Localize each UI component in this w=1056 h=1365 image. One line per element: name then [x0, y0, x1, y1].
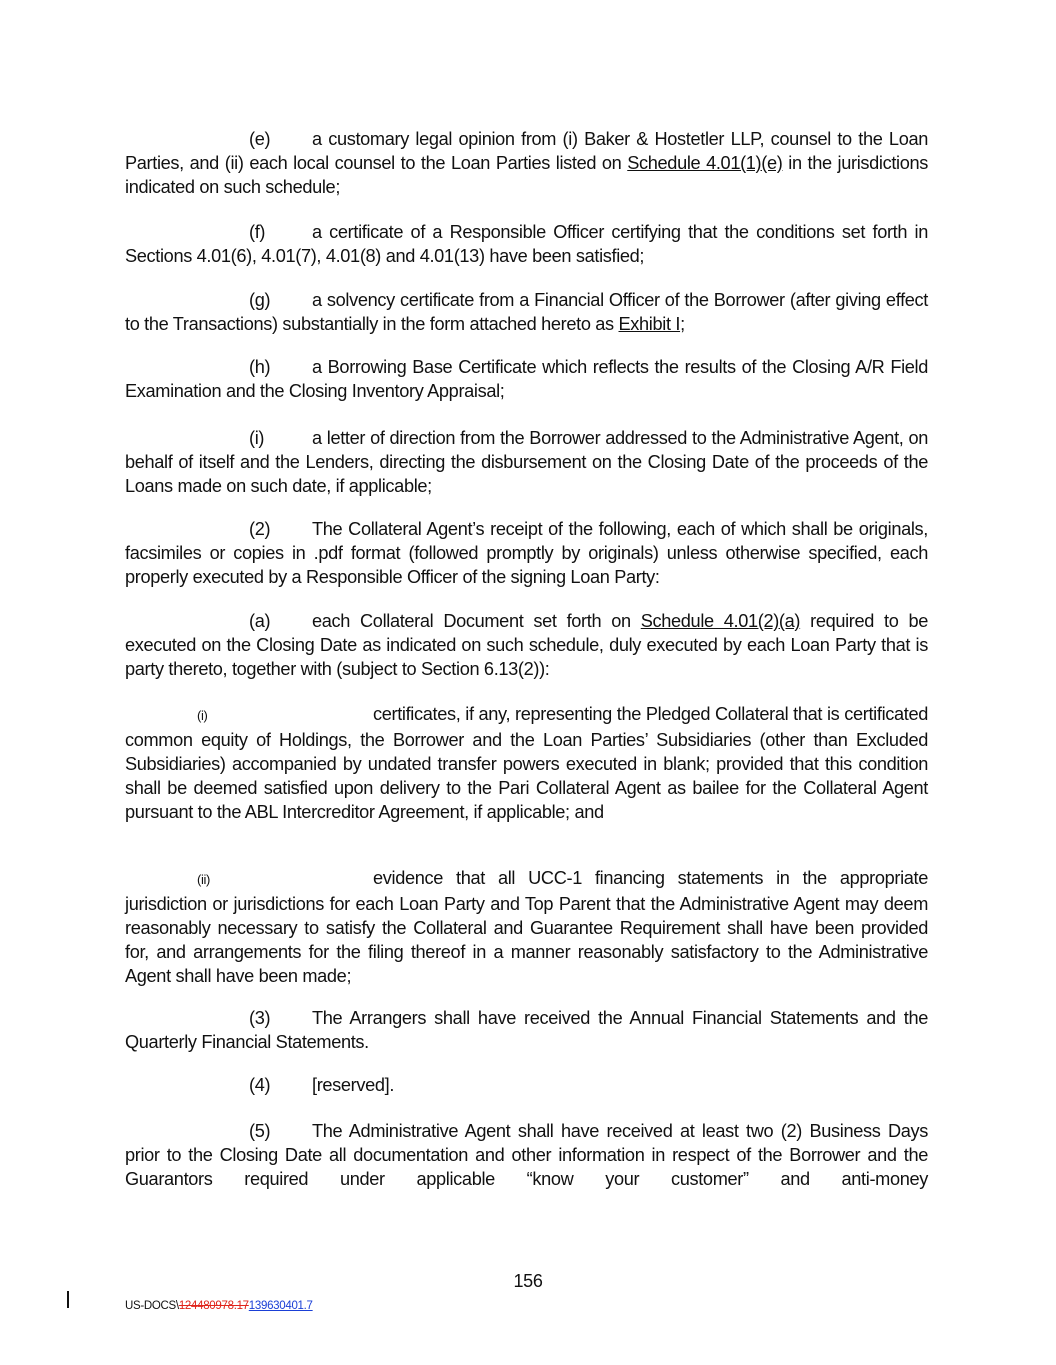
paragraph-text: The Arrangers shall have received the Annual Financial Statements and the Quarterly Financial Statements. — [125, 1008, 928, 1052]
paragraph-text: in the jurisdictions indicated on such schedule; — [125, 153, 928, 197]
paragraph-label: (2) — [249, 519, 271, 539]
paragraph-label: (4) — [249, 1075, 271, 1095]
cross-reference: Schedule 4.01(1)(e) — [627, 153, 783, 173]
paragraph-text: evidence that all UCC-1 financing statements in the appropriate jurisdiction or jurisdictions for each Loan Party and Top Parent that the Administrative Agent may deem reasonably necessary to satisfy the Collateral and Guarantee Requirement shall have been provided for, and arrangements for the filing thereof in a manner reasonably satisfactory to the Administrative Agent shall have been made; — [125, 868, 928, 986]
paragraph — [125, 127, 928, 199]
paragraph-text: a customary legal opinion from (i) Baker & Hostetler LLP, counsel to the Loan Parties, and (ii) each local counsel to the Loan Parties listed on — [125, 129, 928, 173]
paragraph-label: (3) — [249, 1008, 271, 1028]
paragraph — [125, 1073, 928, 1097]
paragraph-text: required to be executed on the Closing Date as indicated on such schedule, duly executed by each Loan Party that is party thereto, together with (subject to Section 6.13(2)): — [125, 611, 928, 679]
paragraph — [125, 1006, 928, 1054]
paragraph-label: (f) — [249, 222, 266, 242]
footer-inserted-id: 139630401.7 — [248, 1300, 313, 1312]
paragraph — [125, 517, 928, 589]
paragraph-label: (5) — [249, 1121, 271, 1141]
paragraph-label: (i) — [197, 708, 208, 723]
paragraph-text: The Administrative Agent shall have received at least two (2) Business Days prior to the Closing Date all documentation and other information in respect of the Borrower and the Guarantors required under applicable “know your customer” and anti-money — [125, 1121, 928, 1189]
cross-reference: Exhibit I — [618, 314, 681, 334]
paragraph-text: [reserved]. — [312, 1075, 395, 1095]
paragraph-label: (g) — [249, 290, 271, 310]
paragraph-text: ; — [680, 314, 685, 334]
paragraph — [125, 288, 928, 336]
paragraph — [125, 426, 928, 498]
paragraph — [125, 609, 928, 681]
paragraph-label: (i) — [249, 428, 265, 448]
paragraph — [125, 355, 928, 403]
page-number: 156 — [513, 1271, 543, 1291]
paragraph-text: The Collateral Agent’s receipt of the following, each of which shall be originals, facsimiles or copies in .pdf format (followed promptly by originals) unless otherwise specified, each properly executed by a Responsible Officer of the signing Loan Party: — [125, 519, 928, 587]
paragraph-text: a Borrowing Base Certificate which reflects the results of the Closing A/R Field Examination and the Closing Inventory Appraisal; — [125, 357, 928, 401]
paragraph — [125, 866, 928, 988]
change-bar — [67, 1291, 69, 1308]
paragraph-text: a letter of direction from the Borrower addressed to the Administrative Agent, on behalf of itself and the Lenders, directing the disbursement on the Closing Date of the proceeds of the Loans made on such date, if applicable; — [125, 428, 928, 496]
paragraph-text: a solvency certificate from a Financial Officer of the Borrower (after giving effect to the Transactions) substantially in the form attached hereto as — [125, 290, 928, 334]
paragraph — [125, 220, 928, 268]
footer-deleted-id: 124480978.17 — [178, 1300, 249, 1312]
paragraph-text: a certificate of a Responsible Officer certifying that the conditions set forth in Sections 4.01(6), 4.01(7), 4.01(8) and 4.01(13) have been satisfied; — [125, 222, 928, 266]
paragraph-label: (ii) — [197, 872, 211, 887]
paragraph-label: (h) — [249, 357, 271, 377]
footer-prefix: US-DOCS\ — [125, 1300, 179, 1312]
paragraph-text: each Collateral Document set forth on — [312, 611, 641, 631]
cross-reference: Schedule 4.01(2)(a) — [640, 611, 801, 631]
paragraph-label: (e) — [249, 129, 271, 149]
paragraph-label: (a) — [249, 611, 271, 631]
paragraph-text: certificates, if any, representing the Pledged Collateral that is certificated common equity of Holdings, the Borrower and the Loan Parties’ Subsidiaries (other than Excluded Subsidiaries) accompanied by undated transfer powers executed in blank; provided that this condition shall be deemed satisfied upon delivery to the Pari Collateral Agent as bailee for the Collateral Agent pursuant to the ABL Intercreditor Agreement, if applicable; and — [125, 704, 928, 822]
paragraph — [125, 1119, 928, 1191]
paragraph — [125, 702, 928, 824]
doc-footer — [125, 1294, 313, 1318]
